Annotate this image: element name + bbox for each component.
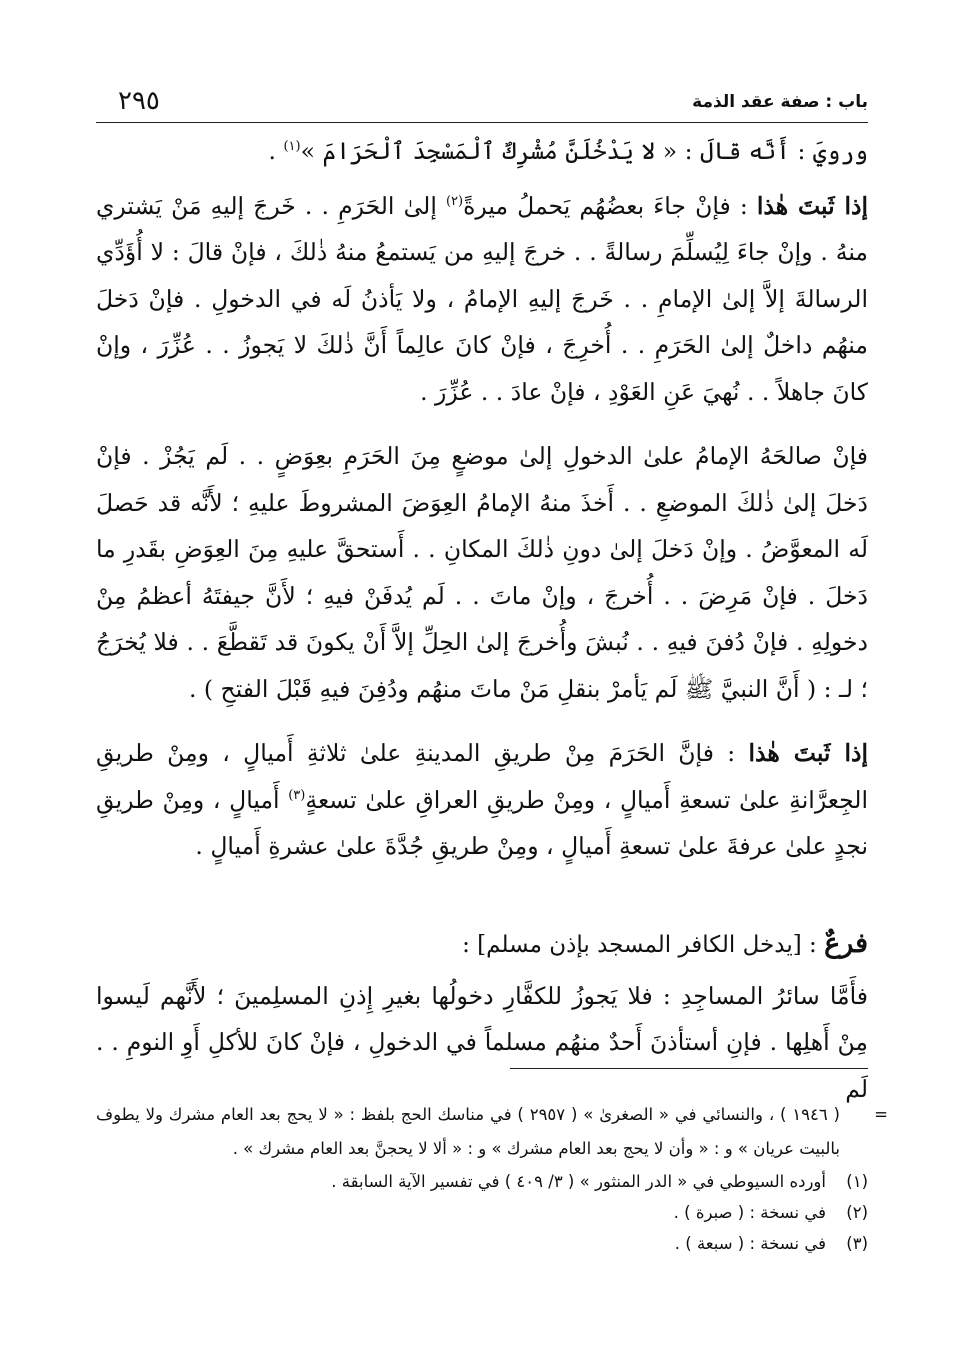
footnote-continuation [96,1098,888,1166]
paragraph-hadith [96,128,868,175]
paragraph-text: إلىٰ الحَرَمِ . . خَرجَ إليهِ مَنْ يَشتري منهُ . وإنْ جاءَ لِيُسلِّمَ رسالةً . . خرجَ إليهِ من يَستمعُ منهُ ذٰلكَ ، فإنْ قالَ : لا أُؤَدِّي الرسالةَ إلاَّ إلىٰ الإمامِ . . خَرجَ إليهِ الإمامُ ، ولا يَأذنُ لَه في الدخولِ . فإنْ دَخلَ منهُم داخلٌ إلىٰ الحَرَمِ . . أُخرِجَ ، فإنْ كانَ عالِماً أَنَّ ذٰلكَ لا يَجوزُ . . عُزِّرَ ، وإنْ كانَ جاهلاً . . نُهيَ عَنِ العَوْدِ ، فإنْ عادَ . . عُزِّرَ . [96,191,868,406]
paragraph-haram-bounds [96,730,868,870]
branch-title: : [يدخل الكافر المسجد بإذن مسلم] : [462,931,825,958]
footnote-number: (٣) [846,1234,868,1253]
continuation-mark: = [874,1105,888,1124]
footnote-text: ( ١٩٤٦ ) ، والنسائي في « الصغرىٰ » ( ٢٩٥٧ ) في مناسك الحج بلفظ : « لا يحج بعد العام مشرك ولا يطوف بالبيت عريان » و : « وأن لا يحج بعد العام مشرك » و : « ألا لا يحجنَّ بعد العام مشرك » . [96,1105,840,1158]
paragraph-text: ورويَ : أَنَّه قالَ : « لا يَدْخُلَنَّ مُشْرِكٌ ٱلْمَسْجِدَ ٱلْحَرَامَ » [300,137,868,165]
paragraph-settlement [96,433,868,712]
footnote-1 [96,1166,868,1197]
branch-heading [96,922,868,967]
page-header [96,86,868,123]
footnote-divider [510,1068,868,1069]
paragraph-text: : فإنْ جاءَ بعضُهُم يَحملُ ميرةً [463,191,757,220]
spacer [96,888,868,922]
paragraph-text: أَميالٍ ، ومِنْ طريقِ نجدٍ علىٰ عرفةَ علىٰ تسعةِ أَميالٍ ، ومِنْ طريقِ جُدَّةَ علىٰ عشرةِ أَميالٍ . [96,785,868,860]
paragraph-text: فأَمَّا سائرُ المساجِدِ : فلا يَجوزُ للكفَّارِ دخولُها بغيرِ إِذنِ المسلِمينَ ؛ لأَنَّهم لَيسوا مِنْ أَهلِها . فإنِ أستأذنَ أَحدٌ منهُم مسلماً في الدخولِ ، فإنْ كانَ للأكلِ أَوِ النومِ . . لَم [96,981,868,1103]
page-number: ٢٩٥ [118,86,160,116]
footnote-number: (١) [846,1172,868,1191]
footnote-ref: (٢) [445,193,464,209]
paragraph-text: فإنْ صالحَهُ الإمامُ علىٰ الدخولِ إلىٰ موضعٍ مِنَ الحَرَمِ بعِوَضٍ . . لَم يَجُزْ . فإنْ دَخلَ إلىٰ ذٰلكَ الموضعِ . . أَخذَ منهُ الإمامُ العِوَضَ المشروطَ عليهِ ؛ لأَنَّه قد حَصلَ لَه المعوَّضُ . وإنْ دَخلَ إلىٰ دونِ ذٰلكَ المكانِ . . أَستحقَّ عليهِ مِنَ العِوَضِ بقَدرِ ما دَخلَ . فإنْ مَرِضَ . . أُخرجَ ، وإنْ ماتَ . . لَم يُدفَنْ فيهِ ؛ لأَنَّ جيفتَهُ أعظمُ مِنْ دخولِهِ . فإنْ دُفنَ فيهِ . . نُبشَ وأُخرجَ إلىٰ الحِلِّ إلاَّ أَنْ يكونَ قد تَقطَّعَ . . فلا يُخرَجُ ؛ لـ : ( أَنَّ النبيَّ ﷺ لَم يَأمرْ بنقلِ مَنْ ماتَ منهُم ودُفِنَ فيهِ قَبْلَ الفتحِ ) . [96,442,868,703]
paragraph-text: : فإنَّ الحَرَمَ مِنْ طريقِ المدينةِ علىٰ ثلاثةِ أَميالٍ ، ومِنْ طريقِ الجِعرَّانةِ علىٰ تسعةِ أَميالٍ ، ومِنْ طريقِ العراقِ علىٰ تسعةٍ [96,739,868,814]
main-text [96,128,868,1130]
paragraph-lead: إذا ثَبتَ هٰذا [748,739,868,767]
footnote-2 [96,1197,868,1228]
paragraph-entry-trader [96,183,868,416]
paragraph-other-mosques [96,973,868,1113]
footnote-3 [96,1228,868,1259]
branch-label: فرعٌ [824,927,868,959]
footnote-text: أورده السيوطي في « الدر المنثور » ( ٣/ ٤٠٩ ) في تفسير الآية السابقة . [331,1172,826,1191]
footnotes [96,1098,888,1259]
paragraph-text: . [268,137,284,165]
running-title: باب : صفة عقد الذمة [692,92,868,112]
footnote-ref: (٣) [288,787,306,803]
footnote-ref: (١) [283,139,301,155]
footnote-text: في نسخة : ( سبعة ) . [674,1234,826,1253]
footnote-text: في نسخة : ( صبرة ) . [673,1203,826,1222]
paragraph-lead: إذا ثَبتَ هٰذا [756,191,869,220]
footnote-number: (٢) [846,1203,868,1222]
